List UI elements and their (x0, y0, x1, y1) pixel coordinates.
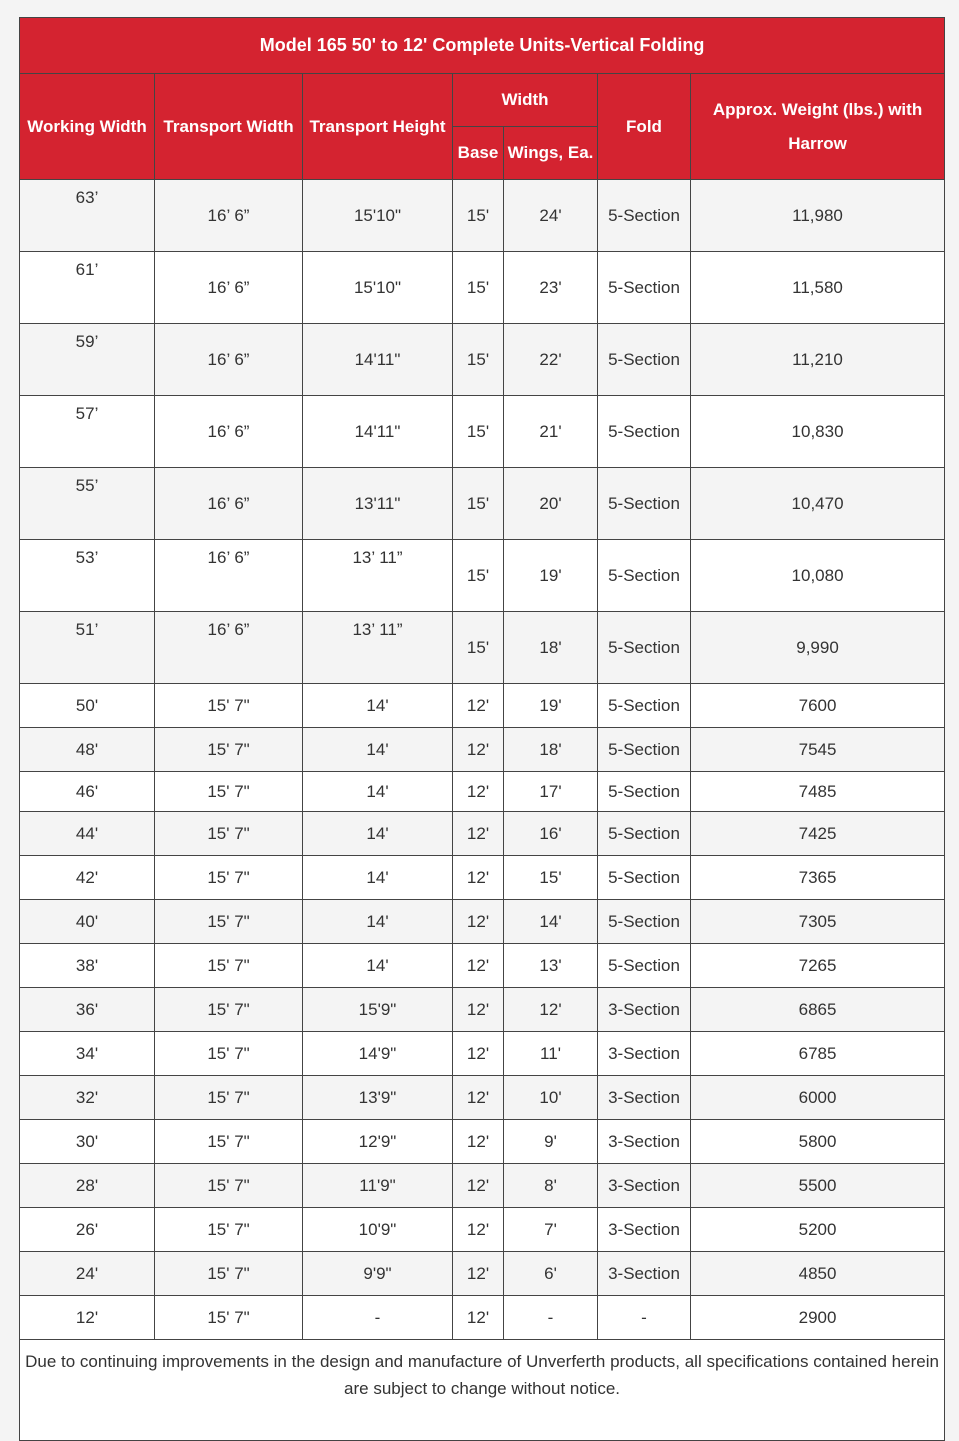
cell-transport-width: 15' 7" (155, 1120, 303, 1164)
table-row (20, 1164, 945, 1208)
cell-transport-height: 11'9" (303, 1164, 453, 1208)
cell-transport-width: 16’ 6” (155, 540, 303, 612)
cell-working-width: 24' (20, 1252, 155, 1296)
cell-wings: 22' (504, 324, 598, 396)
cell-transport-width: 15' 7" (155, 1076, 303, 1120)
cell-transport-height: 15'10" (303, 180, 453, 252)
table-row (20, 180, 945, 252)
cell-weight: 11,580 (691, 252, 945, 324)
table-row (20, 1032, 945, 1076)
cell-weight: 11,980 (691, 180, 945, 252)
cell-wings: 16' (504, 812, 598, 856)
cell-wings: 6' (504, 1252, 598, 1296)
cell-transport-width: 15' 7" (155, 944, 303, 988)
cell-base: 15' (453, 540, 504, 612)
cell-wings: 20' (504, 468, 598, 540)
cell-working-width: 40' (20, 900, 155, 944)
cell-working-width: 61’ (20, 252, 155, 324)
cell-transport-width: 15' 7" (155, 900, 303, 944)
cell-transport-height: 13'11" (303, 468, 453, 540)
header-base: Base (453, 127, 504, 180)
cell-transport-width: 15' 7" (155, 1164, 303, 1208)
cell-transport-height: 12'9" (303, 1120, 453, 1164)
cell-transport-height: 14' (303, 684, 453, 728)
cell-weight: 7305 (691, 900, 945, 944)
cell-fold: 5-Section (598, 900, 691, 944)
cell-fold: 5-Section (598, 684, 691, 728)
cell-transport-width: 16’ 6” (155, 468, 303, 540)
cell-fold: 5-Section (598, 728, 691, 772)
cell-working-width: 53’ (20, 540, 155, 612)
table-row (20, 944, 945, 988)
cell-wings: 12' (504, 988, 598, 1032)
cell-fold: 3-Section (598, 1164, 691, 1208)
cell-weight: 7485 (691, 772, 945, 812)
cell-working-width: 57’ (20, 396, 155, 468)
cell-working-width: 32' (20, 1076, 155, 1120)
cell-transport-height: 13’ 11” (303, 612, 453, 684)
table-row (20, 684, 945, 728)
cell-fold: 5-Section (598, 324, 691, 396)
cell-base: 12' (453, 1296, 504, 1340)
cell-fold: 5-Section (598, 180, 691, 252)
table-row (20, 1120, 945, 1164)
cell-working-width: 55’ (20, 468, 155, 540)
cell-base: 12' (453, 1208, 504, 1252)
cell-weight: 7600 (691, 684, 945, 728)
cell-fold: - (598, 1296, 691, 1340)
cell-weight: 10,830 (691, 396, 945, 468)
cell-wings: 19' (504, 684, 598, 728)
cell-weight: 7425 (691, 812, 945, 856)
cell-transport-width: 16’ 6” (155, 324, 303, 396)
cell-base: 12' (453, 772, 504, 812)
cell-fold: 3-Section (598, 1032, 691, 1076)
cell-working-width: 34' (20, 1032, 155, 1076)
cell-working-width: 50' (20, 684, 155, 728)
table-row (20, 1208, 945, 1252)
cell-transport-height: 14'9" (303, 1032, 453, 1076)
table-row (20, 812, 945, 856)
cell-working-width: 36' (20, 988, 155, 1032)
table-row (20, 856, 945, 900)
cell-wings: 8' (504, 1164, 598, 1208)
cell-transport-height: 14' (303, 900, 453, 944)
cell-fold: 5-Section (598, 252, 691, 324)
cell-transport-width: 16’ 6” (155, 180, 303, 252)
cell-transport-height: 14'11" (303, 396, 453, 468)
cell-transport-width: 15' 7" (155, 684, 303, 728)
cell-transport-height: 14' (303, 856, 453, 900)
cell-wings: 18' (504, 612, 598, 684)
header-weight: Approx. Weight (lbs.) with Harrow (691, 74, 945, 180)
cell-transport-width: 16’ 6” (155, 252, 303, 324)
footnote: Due to continuing improvements in the design and manufacture of Unverferth products, all specifications contained herein are subject to change without notice. (20, 1340, 945, 1441)
cell-weight: 11,210 (691, 324, 945, 396)
table-row (20, 612, 945, 684)
cell-fold: 3-Section (598, 1208, 691, 1252)
cell-base: 15' (453, 396, 504, 468)
cell-weight: 10,080 (691, 540, 945, 612)
cell-base: 12' (453, 1164, 504, 1208)
cell-working-width: 46' (20, 772, 155, 812)
cell-base: 12' (453, 728, 504, 772)
cell-fold: 3-Section (598, 1120, 691, 1164)
cell-working-width: 42' (20, 856, 155, 900)
cell-transport-width: 15' 7" (155, 812, 303, 856)
cell-fold: 5-Section (598, 772, 691, 812)
cell-working-width: 30' (20, 1120, 155, 1164)
cell-transport-width: 15' 7" (155, 1208, 303, 1252)
cell-base: 15' (453, 612, 504, 684)
cell-fold: 3-Section (598, 1076, 691, 1120)
cell-working-width: 48' (20, 728, 155, 772)
cell-wings: 10' (504, 1076, 598, 1120)
header-wings: Wings, Ea. (504, 127, 598, 180)
cell-fold: 3-Section (598, 1252, 691, 1296)
header-fold: Fold (598, 74, 691, 180)
table-row (20, 396, 945, 468)
cell-transport-height: 13'9" (303, 1076, 453, 1120)
cell-base: 12' (453, 1120, 504, 1164)
cell-working-width: 63’ (20, 180, 155, 252)
table-row (20, 252, 945, 324)
cell-fold: 5-Section (598, 856, 691, 900)
cell-weight: 5800 (691, 1120, 945, 1164)
cell-weight: 7365 (691, 856, 945, 900)
cell-base: 12' (453, 812, 504, 856)
cell-transport-height: - (303, 1296, 453, 1340)
cell-transport-height: 13’ 11” (303, 540, 453, 612)
cell-transport-width: 16’ 6” (155, 396, 303, 468)
cell-transport-width: 15' 7" (155, 1296, 303, 1340)
cell-base: 15' (453, 324, 504, 396)
cell-fold: 5-Section (598, 468, 691, 540)
table-row (20, 772, 945, 812)
cell-transport-height: 14' (303, 812, 453, 856)
cell-base: 12' (453, 1252, 504, 1296)
cell-transport-width: 15' 7" (155, 772, 303, 812)
header-transport-width: Transport Width (155, 74, 303, 180)
cell-base: 15' (453, 468, 504, 540)
cell-working-width: 38' (20, 944, 155, 988)
cell-fold: 5-Section (598, 944, 691, 988)
cell-weight: 7545 (691, 728, 945, 772)
cell-transport-height: 14' (303, 728, 453, 772)
cell-transport-width: 16’ 6” (155, 612, 303, 684)
cell-base: 12' (453, 684, 504, 728)
table-row (20, 1076, 945, 1120)
cell-weight: 6000 (691, 1076, 945, 1120)
cell-transport-height: 10'9" (303, 1208, 453, 1252)
cell-base: 12' (453, 1076, 504, 1120)
cell-transport-width: 15' 7" (155, 1032, 303, 1076)
cell-weight: 6785 (691, 1032, 945, 1076)
cell-working-width: 28' (20, 1164, 155, 1208)
cell-wings: 18' (504, 728, 598, 772)
cell-weight: 7265 (691, 944, 945, 988)
table-row (20, 900, 945, 944)
cell-transport-height: 15'10" (303, 252, 453, 324)
cell-transport-height: 15'9" (303, 988, 453, 1032)
cell-working-width: 44' (20, 812, 155, 856)
table-row (20, 1296, 945, 1340)
cell-base: 12' (453, 1032, 504, 1076)
table-title: Model 165 50' to 12' Complete Units-Vertical Folding (20, 18, 945, 74)
table-row (20, 728, 945, 772)
cell-fold: 3-Section (598, 988, 691, 1032)
cell-fold: 5-Section (598, 812, 691, 856)
cell-weight: 5500 (691, 1164, 945, 1208)
cell-wings: 15' (504, 856, 598, 900)
table-row (20, 324, 945, 396)
cell-weight: 10,470 (691, 468, 945, 540)
cell-transport-width: 15' 7" (155, 988, 303, 1032)
spec-table (19, 17, 945, 1441)
cell-weight: 2900 (691, 1296, 945, 1340)
cell-transport-width: 15' 7" (155, 728, 303, 772)
cell-wings: 24' (504, 180, 598, 252)
cell-weight: 6865 (691, 988, 945, 1032)
cell-wings: 21' (504, 396, 598, 468)
cell-working-width: 59’ (20, 324, 155, 396)
cell-wings: - (504, 1296, 598, 1340)
table-row (20, 540, 945, 612)
table-row (20, 1252, 945, 1296)
cell-wings: 17' (504, 772, 598, 812)
cell-transport-height: 9'9" (303, 1252, 453, 1296)
cell-base: 12' (453, 900, 504, 944)
cell-working-width: 12' (20, 1296, 155, 1340)
cell-base: 12' (453, 944, 504, 988)
cell-base: 15' (453, 180, 504, 252)
cell-transport-width: 15' 7" (155, 856, 303, 900)
cell-wings: 7' (504, 1208, 598, 1252)
cell-wings: 11' (504, 1032, 598, 1076)
header-working-width: Working Width (20, 74, 155, 180)
cell-working-width: 26' (20, 1208, 155, 1252)
table-row (20, 988, 945, 1032)
cell-base: 12' (453, 856, 504, 900)
cell-wings: 14' (504, 900, 598, 944)
cell-fold: 5-Section (598, 396, 691, 468)
cell-weight: 9,990 (691, 612, 945, 684)
table-body (20, 180, 945, 1340)
cell-transport-height: 14' (303, 772, 453, 812)
cell-wings: 13' (504, 944, 598, 988)
cell-base: 15' (453, 252, 504, 324)
cell-fold: 5-Section (598, 612, 691, 684)
cell-wings: 19' (504, 540, 598, 612)
cell-wings: 9' (504, 1120, 598, 1164)
header-transport-height: Transport Height (303, 74, 453, 180)
cell-weight: 5200 (691, 1208, 945, 1252)
cell-base: 12' (453, 988, 504, 1032)
cell-fold: 5-Section (598, 540, 691, 612)
header-width: Width (453, 74, 598, 127)
cell-transport-height: 14' (303, 944, 453, 988)
cell-weight: 4850 (691, 1252, 945, 1296)
cell-transport-height: 14'11" (303, 324, 453, 396)
table-row (20, 468, 945, 540)
cell-wings: 23' (504, 252, 598, 324)
cell-transport-width: 15' 7" (155, 1252, 303, 1296)
cell-working-width: 51’ (20, 612, 155, 684)
